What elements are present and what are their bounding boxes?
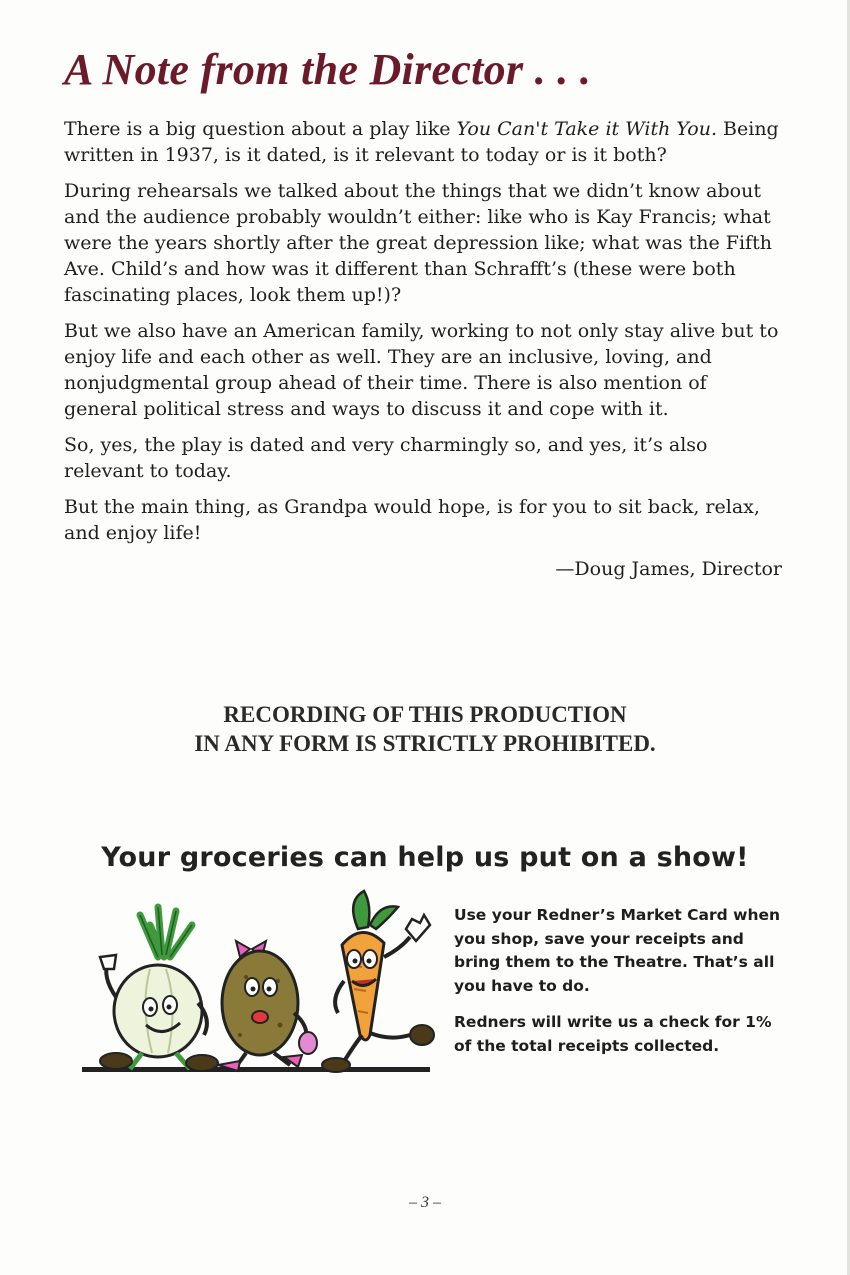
potato-character: [218, 941, 317, 1071]
onion-character: [100, 907, 218, 1071]
recording-notice: [0, 700, 850, 758]
promo-headline: Your groceries can help us put on a show!: [101, 842, 749, 873]
notice-line-1: RECORDING OF THIS PRODUCTION: [223, 702, 627, 727]
notice-line-2: IN ANY FORM IS STRICTLY PROHIBITED.: [194, 731, 656, 756]
carrot-character: [322, 891, 434, 1072]
dancing-vegetables-illustration: [80, 885, 445, 1080]
page-title: A Note from the Director . . .: [64, 45, 592, 94]
note-paragraph-3: But we also have an American family, working to not only stay alive but to enjoy life and each other as well. They are an inclusive, loving, and nonjudgmental group ahead of their time. There is also mention of general political stress and ways to discuss it and cope with it.: [64, 320, 779, 420]
note-paragraph-1: There is a big question about a play like You Can't Take it With You. Being written in 1937, is it dated, is it relevant to today or is it both?: [64, 118, 779, 166]
promo-text: [454, 904, 794, 1071]
page-number: – 3 –: [409, 1194, 441, 1211]
play-title: You Can't Take it With You.: [456, 118, 717, 140]
promo-paragraph-2: Redners will write us a check for 1% of the total receipts collected.: [454, 1013, 772, 1055]
promo-paragraph-1: Use your Redner’s Market Card when you shop, save your receipts and bring them to the Theatre. That’s all you have to do.: [454, 906, 781, 995]
note-paragraph-5: But the main thing, as Grandpa would hope, is for you to sit back, relax, and enjoy life!: [64, 496, 760, 544]
director-note: [64, 116, 784, 592]
director-signature: —Doug James, Director: [555, 558, 782, 580]
note-paragraph-4: So, yes, the play is dated and very charmingly so, and yes, it’s also relevant to today.: [64, 434, 708, 482]
ground-line: [82, 1067, 430, 1072]
note-paragraph-2: During rehearsals we talked about the things that we didn’t know about and the audience probably wouldn’t either: like who is Kay Francis; what were the years shortly after the great depression like; what was the Fifth Ave. Child’s and how was it different than Schrafft’s (these were both fascinating places, look them up!)?: [64, 180, 772, 306]
